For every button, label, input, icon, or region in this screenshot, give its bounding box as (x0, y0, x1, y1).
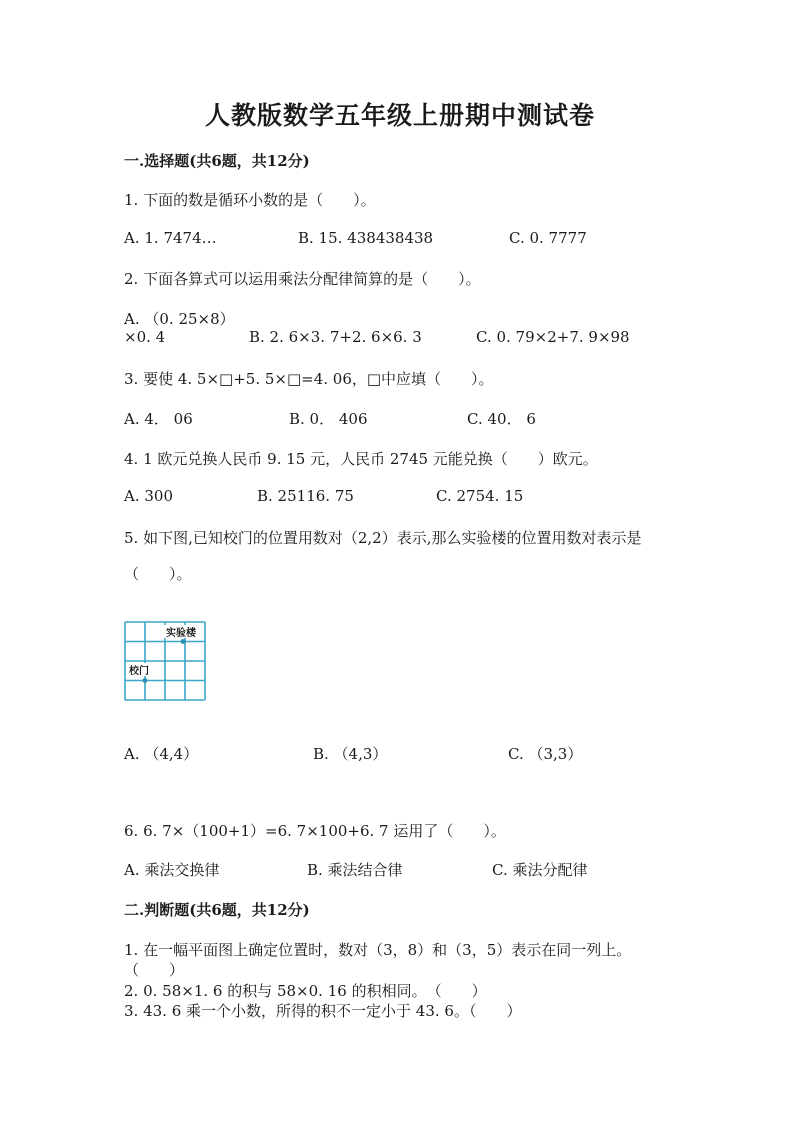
q3-option-c: C. 40． 6 (467, 410, 536, 428)
question-3: 3. 要使 4. 5×□+5. 5×□=4. 06，□中应填（ ）。 (124, 370, 494, 388)
grid-svg (124, 621, 206, 701)
position-grid-figure (124, 621, 206, 701)
q2-option-b: B. 2. 6×3. 7+2. 6×6. 3 (249, 328, 422, 346)
q3-option-b: B. 0． 406 (289, 410, 368, 428)
question-2: 2. 下面各算式可以运用乘法分配律简算的是（ ）。 (124, 270, 481, 288)
question-4: 4. 1 欧元兑换人民币 9. 15 元，人民币 2745 元能兑换（ ）欧元。 (124, 450, 598, 468)
school-gate-label: 校门 (129, 666, 149, 677)
q6-option-b: B. 乘法结合律 (307, 861, 403, 879)
q1-option-c: C. 0. 7777 (509, 229, 587, 247)
question-5-line2: （ ）。 (124, 565, 192, 583)
q4-option-b: B. 25116. 75 (257, 487, 354, 505)
question-6: 6. 6. 7×（100+1）=6. 7×100+6. 7 运用了（ ）。 (124, 822, 506, 840)
judge-question-1-line2: （ ） (124, 961, 185, 979)
q5-option-c: C. （3,3） (508, 745, 583, 763)
question-5-line1: 5. 如下图,已知校门的位置用数对（2,2）表示,那么实验楼的位置用数对表示是 (124, 529, 642, 547)
section-heading-judgement: 二.判断题(共6题，共12分) (124, 901, 310, 919)
judge-question-3: 3. 43. 6 乘一个小数，所得的积不一定小于 43. 6。（ ） (124, 1002, 522, 1020)
q1-option-b: B. 15. 438438438 (298, 229, 434, 247)
q4-option-a: A. 300 (124, 487, 173, 505)
q5-option-b: B. （4,3） (313, 745, 388, 763)
page-title: 人教版数学五年级上册期中测试卷 (204, 101, 595, 130)
q4-option-c: C. 2754. 15 (436, 487, 524, 505)
judge-question-1-line1: 1. 在一幅平面图上确定位置时，数对（3，8）和（3，5）表示在同一列上。 (124, 941, 632, 959)
question-1: 1. 下面的数是循环小数的是（ ）。 (124, 191, 376, 209)
q5-option-a: A. （4,4） (124, 745, 199, 763)
q2-option-c: C. 0. 79×2+7. 9×98 (476, 328, 630, 346)
q1-option-a: A. 1. 7474… (124, 229, 217, 247)
q2-option-a-line1: A. （0. 25×8） (124, 310, 235, 328)
q3-option-a: A. 4． 06 (124, 410, 193, 428)
judge-question-2: 2. 0. 58×1. 6 的积与 58×0. 16 的积相同。 （ ） (124, 982, 487, 1000)
section-heading-choice: 一.选择题(共6题，共12分) (124, 152, 310, 170)
q6-option-a: A. 乘法交换律 (124, 861, 220, 879)
lab-building-label: 实验楼 (166, 628, 196, 639)
q2-option-a-line2: ×0. 4 (124, 328, 166, 346)
q6-option-c: C. 乘法分配律 (492, 861, 588, 879)
